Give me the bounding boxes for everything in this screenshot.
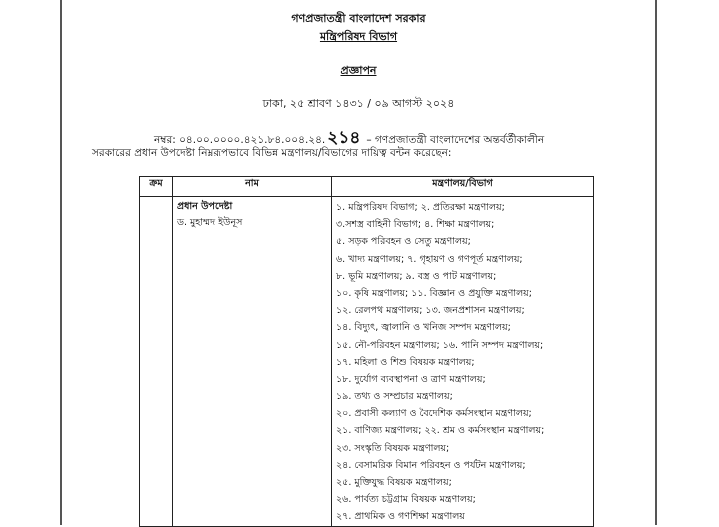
notice-title-text: প্রজ্ঞাপন [340, 64, 377, 77]
memo-number-prefix: নম্বর: ০৪.০০.০০০০.৪২১.৮৪.০০৪.২৪. [154, 134, 326, 146]
division-heading [62, 28, 655, 47]
table-row [140, 197, 594, 527]
ministry-line: ২৪. বেসামরিক বিমান পরিবহন ও পর্যটন মন্ত্রণালয়; [336, 459, 526, 471]
row-person-name: ড. মুহাম্মদ ইউনূস [177, 217, 243, 228]
ministry-line: ২১. বাণিজ্য মন্ত্রণালয়; ২২. শ্রম ও কর্মসংস্থান মন্ত্রণালয়; [336, 425, 545, 437]
document-page [60, 0, 657, 525]
table-header-row [140, 177, 594, 197]
ministry-line: ১৫. নৌ-পরিবহন মন্ত্রণালয়; ১৬. পানি সম্পদ মন্ত্রণালয়; [336, 339, 544, 351]
govt-heading: গণপ্রজাতন্ত্রী বাংলাদেশ সরকার [291, 12, 426, 25]
row-name-cell [173, 197, 332, 527]
header-ministry: মন্ত্রণালয়/বিভাগ [332, 177, 594, 197]
header-name: নাম [173, 177, 332, 197]
ministry-line: ৬. খাদ্য মন্ত্রণালয়; ৭. গৃহায়ণ ও গণপূর্ত মন্ত্রণালয়; [336, 253, 523, 265]
ministry-line: ১৮. দুর্যোগ ব্যবস্থাপনা ও ত্রাণ মন্ত্রণালয়; [336, 373, 486, 385]
ministry-line: ১. মন্ত্রিপরিষদ বিভাগ; ২. প্রতিরক্ষা মন্ত্রণালয়; [336, 202, 505, 213]
memo-line-1: – গণপ্রজাতন্ত্রী বাংলাদেশের অন্তর্বর্তীকালীন [366, 134, 545, 146]
row-title: প্রধান উপদেষ্টা [177, 201, 233, 212]
division-heading-text: মন্ত্রিপরিষদ বিভাগ [319, 30, 398, 43]
header-serial: ক্রম [140, 177, 173, 197]
ministry-line: ২৩. সংস্কৃতি বিষয়ক মন্ত্রণালয়; [336, 442, 450, 454]
ministry-line: ১৯. তথ্য ও সম্প্রচার মন্ত্রণালয়; [336, 391, 453, 403]
ministry-line: ২৫. মুক্তিযুদ্ধ বিষয়ক মন্ত্রণালয়; [336, 477, 452, 488]
notice-date: ঢাকা, ২৫ শ্রাবণ ১৪৩১ / ০৯ আগস্ট ২০২৪ [262, 97, 455, 110]
ministry-line: ৩.সশস্ত্র বাহিনী বিভাগ; ৪. শিক্ষা মন্ত্রণালয়; [336, 219, 495, 231]
ministry-allocation-table [139, 176, 594, 527]
ministry-line: ৮. ভূমি মন্ত্রণালয়; ৯. বস্ত্র ও পাট মন্ত্রণালয়; [336, 270, 497, 282]
ministry-line: ২০. প্রবাসী কল্যাণ ও বৈদেশিক কর্মসংস্থান মন্ত্রণালয়; [336, 408, 532, 420]
handwritten-number: ২১৪ [327, 128, 361, 148]
row-serial [140, 197, 173, 527]
ministry-line: ২৭. প্রাথমিক ও গণশিক্ষা মন্ত্রণালয় [336, 511, 465, 523]
row-ministries-cell [332, 197, 594, 527]
ministry-line: ২৬. পার্বত্য চট্টগ্রাম বিষয়ক মন্ত্রণালয়; [336, 494, 476, 506]
ministry-line: ৫. সড়ক পরিবহন ও সেতু মন্ত্রণালয়; [336, 236, 471, 248]
notice-title [62, 62, 655, 81]
ministry-line: ১০. কৃষি মন্ত্রণালয়; ১১. বিজ্ঞান ও প্রযুক্তি মন্ত্রণালয়; [336, 287, 532, 299]
ministry-line: ১২. রেলপথ মন্ত্রণালয়; ১৩. জনপ্রশাসন মন্ত্রণালয়; [336, 305, 525, 317]
ministry-line: ১৪. বিদ্যুৎ, জ্বালানি ও খনিজ সম্পদ মন্ত্রণালয়; [336, 322, 511, 334]
ministry-line: ১৭. মহিলা ও শিশু বিষয়ক মন্ত্রণালয়; [336, 356, 475, 368]
memo-line-2: সরকারের প্রধান উপদেষ্টা নিম্নরূপভাবে বিভিন্ন মন্ত্রণালয়/বিভাগের দায়িত্ব বন্টন করেছেন: [92, 147, 452, 159]
